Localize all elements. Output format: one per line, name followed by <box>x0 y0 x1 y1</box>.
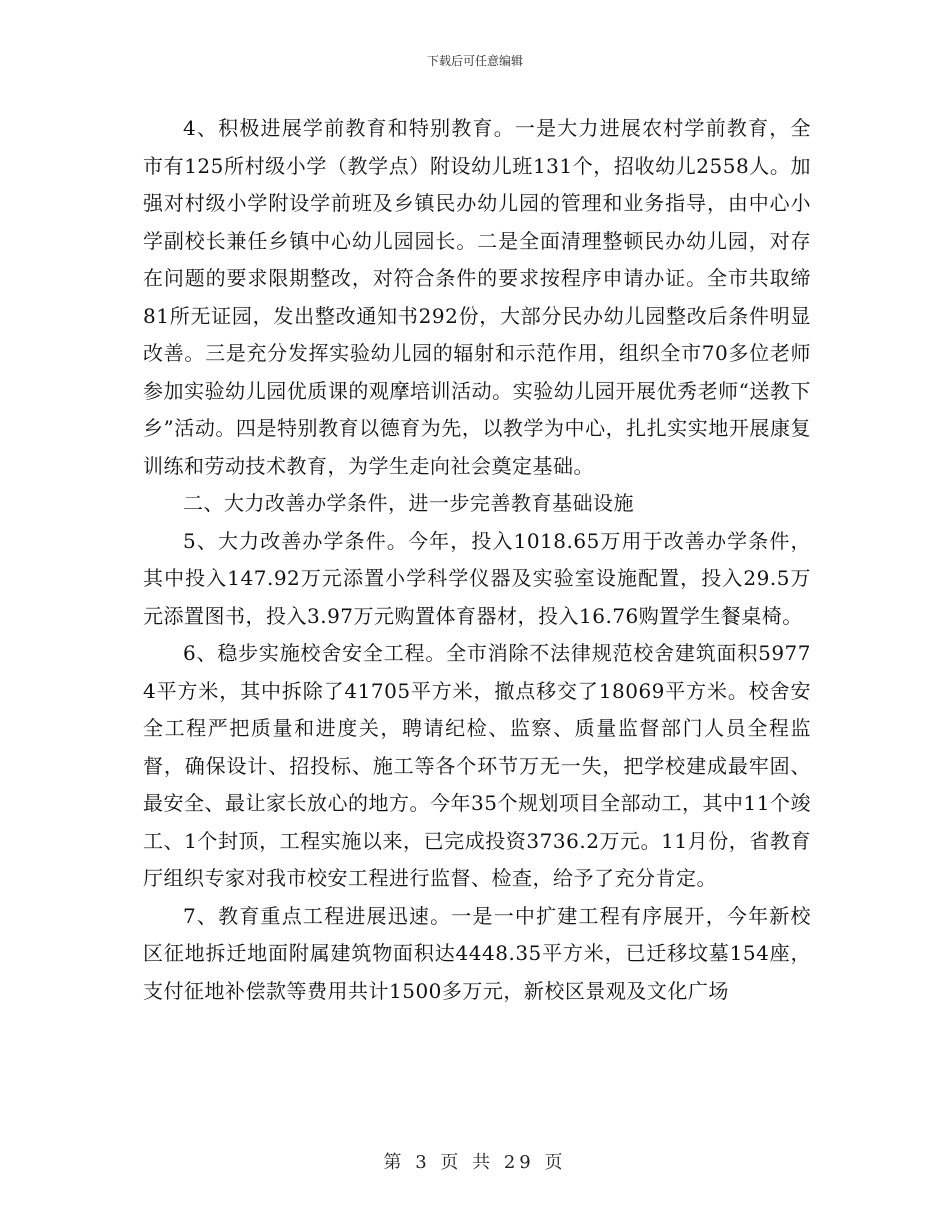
section-heading-school-conditions: 二、大力改善办学条件，进一步完善教育基础设施 <box>183 491 634 515</box>
page-header-note: 下载后可任意编辑 <box>426 54 523 68</box>
paragraph-improve-conditions: 5、大力改善办学条件。今年，投入1018.65万用于改善办学条件，其中投入147.92万元添置小学科学仪器及实验室设施配置，投入29.5万元添置图书，投入3.97万元购置体育器材，投入16.76购置学生餐桌椅。 <box>143 528 811 628</box>
document-body <box>143 110 811 1010</box>
paragraph-key-projects: 7、教育重点工程进展迅速。一是一中扩建工程有序展开，今年新校区征地拆迁地面附属建筑物面积达4448.35平方米，已迁移坟墓154座，支付征地补偿款等费用共计1500多万元，新校区景观及文化广场 <box>143 903 811 1003</box>
page-number: 第 3 页 共 29 页 <box>383 1152 567 1173</box>
paragraph-school-safety-project: 6、稳步实施校舍安全工程。全市消除不法律规范校舍建筑面积59774平方米，其中拆除了41705平方米，撤点移交了18069平方米。校舍安全工程严把质量和进度关，聘请纪检、监察、质量监督部门人员全程监督，确保设计、招投标、施工等各个环节万无一失，把学校建成最牢固、最安全、最让家长放心的地方。今年35个规划项目全部动工，其中11个竣工、1个封顶，工程实施以来，已完成投资3736.2万元。11月份，省教育厅组织专家对我市校安工程进行监督、检查，给予了充分肯定。 <box>143 641 811 890</box>
paragraph-preschool-special-education: 4、积极进展学前教育和特别教育。一是大力进展农村学前教育，全市有125所村级小学（教学点）附设幼儿班131个，招收幼儿2558人。加强对村级小学附设学前班及乡镇民办幼儿园的管理和业务指导，由中心小学副校长兼任乡镇中心幼儿园园长。二是全面清理整顿民办幼儿园，对存在问题的要求限期整改，对符合条件的要求按程序申请办证。全市共取缔81所无证园，发出整改通知书292份，大部分民办幼儿园整改后条件明显改善。三是充分发挥实验幼儿园的辐射和示范作用，组织全市70多位老师参加实验幼儿园优质课的观摩培训活动。实验幼儿园开展优秀老师“送教下乡”活动。四是特别教育以德育为先，以教学为中心，扎扎实实地开展康复训练和劳动技术教育，为学生走向社会奠定基础。 <box>143 116 811 478</box>
